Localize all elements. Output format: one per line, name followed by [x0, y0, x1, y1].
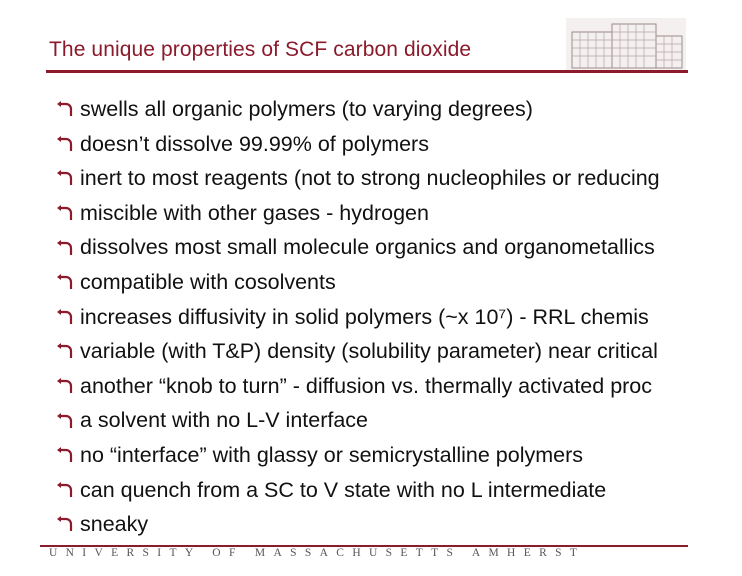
curved-arrow-icon [56, 412, 74, 430]
bullet-text: a solvent with no L-V interface [80, 408, 369, 433]
bullet-text: another “knob to turn” - diffusion vs. thermally activated proc [80, 373, 653, 398]
bullet-item [56, 438, 742, 473]
bullet-item [56, 507, 742, 542]
bullet-item [56, 300, 742, 335]
curved-arrow-icon [56, 135, 74, 153]
bullet-item [56, 127, 742, 162]
bullet-text: sneaky [80, 512, 149, 537]
bullet-text: doesn’t dissolve 99.99% of polymers [80, 131, 429, 156]
curved-arrow-icon [56, 204, 74, 222]
bullet-item [56, 265, 742, 300]
bullet-text: dissolves most small molecule organics and organometallics [80, 235, 655, 260]
curved-arrow-icon [56, 481, 74, 499]
curved-arrow-icon [56, 308, 74, 326]
bullet-text: inert to most reagents (not to strong nucleophiles or reducing [80, 166, 660, 191]
campus-building-logo [566, 18, 686, 70]
curved-arrow-icon [56, 515, 74, 533]
bullet-text: increases diffusivity in solid polymers (~x 10⁷) - RRL chemis [80, 304, 649, 329]
footer-university: UNIVERSITY OF MASSACHUSETTS AMHERST [49, 547, 586, 559]
bullet-text: no “interface” with glassy or semicrystalline polymers [80, 442, 584, 467]
bullet-item [56, 369, 742, 404]
bullet-text: variable (with T&P) density (solubility parameter) near critical [80, 339, 658, 364]
bullet-item [56, 161, 742, 196]
bullet-text: compatible with cosolvents [80, 269, 336, 294]
slide-title: The unique properties of SCF carbon dioxide [49, 38, 472, 61]
curved-arrow-icon [56, 342, 74, 360]
curved-arrow-icon [56, 446, 74, 464]
bullet-text: miscible with other gases - hydrogen [80, 200, 429, 225]
bullet-item [56, 334, 742, 369]
curved-arrow-icon [56, 273, 74, 291]
curved-arrow-icon [56, 239, 74, 257]
bullet-item [56, 473, 742, 508]
curved-arrow-icon [56, 377, 74, 395]
bullet-item [56, 196, 742, 231]
bullet-text: swells all organic polymers (to varying degrees) [80, 97, 533, 121]
bullet-item [56, 403, 742, 438]
bullet-item [56, 92, 742, 127]
curved-arrow-icon [56, 100, 74, 118]
bullet-text: can quench from a SC to V state with no L intermediate [80, 477, 607, 502]
bullet-item [56, 230, 742, 265]
title-underline [46, 70, 688, 73]
bullet-list [56, 92, 742, 542]
curved-arrow-icon [56, 169, 74, 187]
